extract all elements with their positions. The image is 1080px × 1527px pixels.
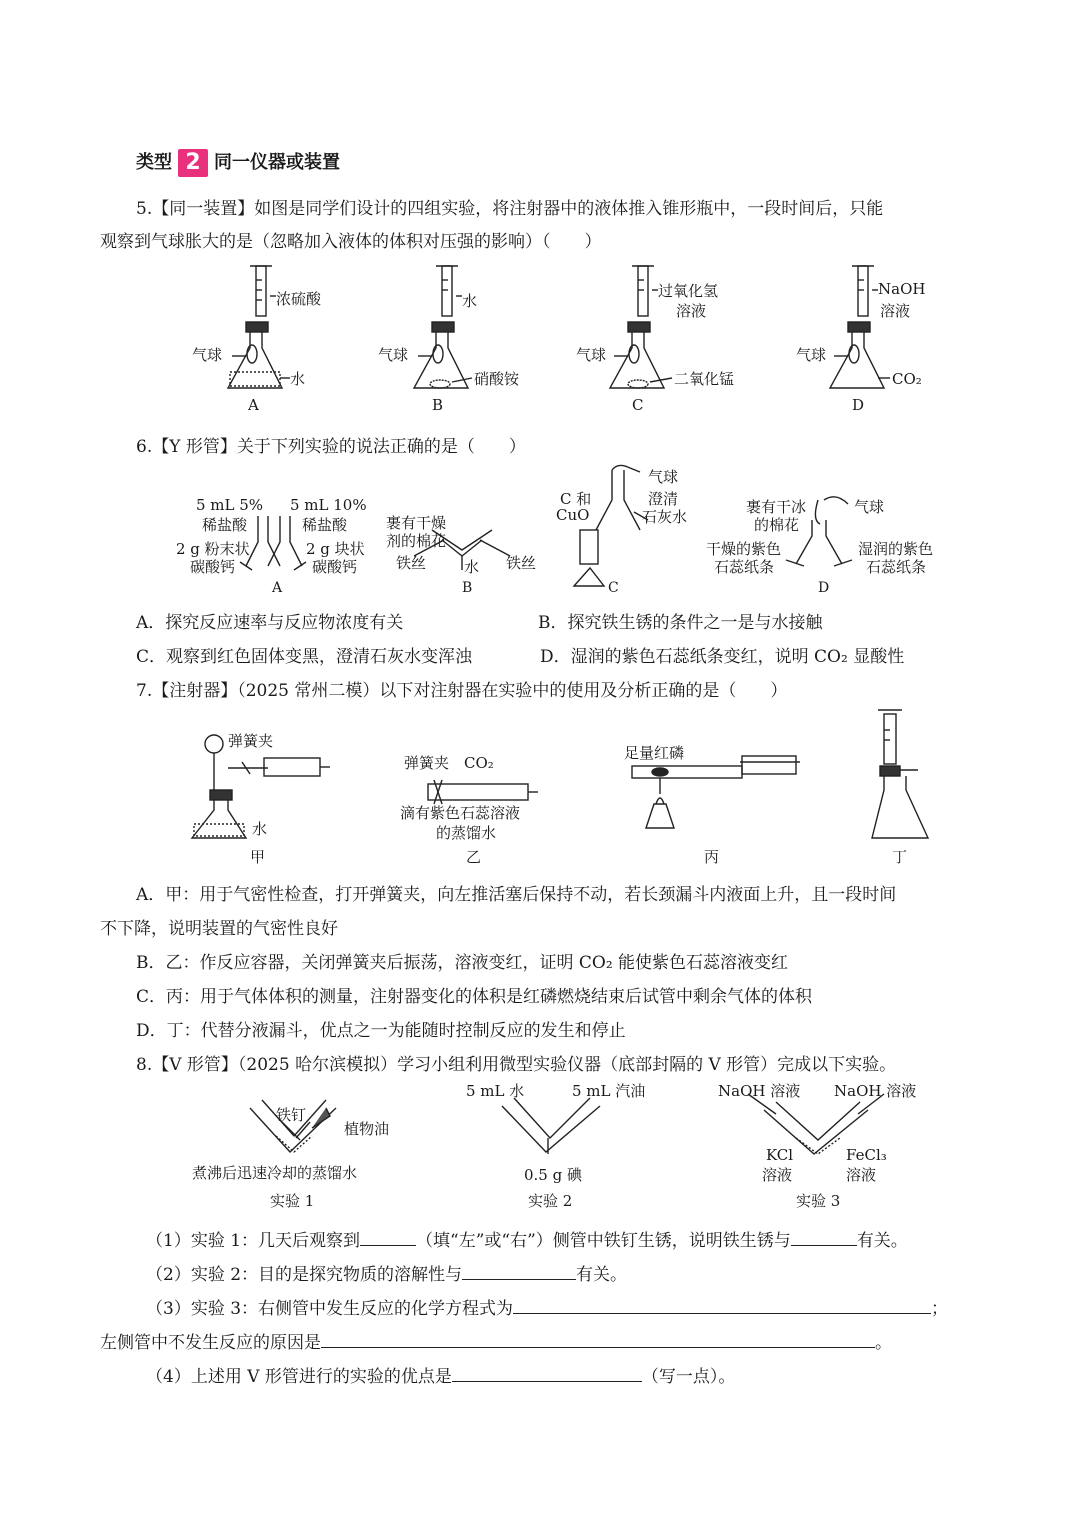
q8-exp3-name: 实验 3 (796, 1192, 841, 1210)
q8-exp2-bottom: 0.5 g 碘 (524, 1166, 582, 1184)
q5-d-letter: D (852, 396, 865, 414)
section-title: 同一仪器或装置 (214, 152, 340, 173)
q6d-letter: D (818, 580, 830, 596)
q6d-t1: 裹有干冰 (746, 498, 807, 516)
q8-sub3 (146, 1294, 948, 1319)
q6a-letter: A (272, 580, 283, 596)
q8-blank-4[interactable] (513, 1297, 931, 1314)
q7-jia-name: 甲 (250, 848, 266, 866)
q6b-letter: B (462, 580, 473, 596)
q7-option-a2: 不下降，说明装置的气密性良好 (100, 919, 338, 939)
q5-b-liquid: 水 (462, 292, 478, 310)
q7-yi-clip: 弹簧夹 (404, 754, 450, 772)
q8-exp2-name: 实验 2 (528, 1192, 573, 1210)
q8-stem: 8.【V 形管】（2025 哈尔滨模拟）学习小组利用微型实验仪器（底部封隔的 V 形管）完成以下实验。 (136, 1055, 897, 1075)
q7-yi-gas: CO₂ (464, 754, 494, 772)
q5-d-liquid2: 溶液 (880, 302, 911, 320)
q5-c-letter: C (632, 396, 644, 414)
q6d-bl1: 干燥的紫色 (706, 540, 782, 558)
q8-sub2 (146, 1260, 627, 1285)
q5-c-balloon: 气球 (576, 346, 607, 364)
q6c-r2: 石灰水 (642, 508, 688, 526)
q6a-r1: 5 mL 10% (290, 496, 367, 514)
q5-c-bottom: 二氧化锰 (674, 370, 735, 388)
q6b-t1: 裹有干燥 (386, 514, 447, 532)
q7-option-c: C．丙：用于气体体积的测量，注射器变化的体积是红磷燃烧结束后试管中剩余气体的体积 (136, 987, 813, 1007)
q6a-l2: 稀盐酸 (202, 516, 248, 534)
q7-jia-water: 水 (252, 820, 268, 838)
q6c-r1: 澄清 (648, 490, 679, 508)
q5-c-liquid2: 溶液 (676, 302, 707, 320)
q5-a-balloon: 气球 (192, 346, 223, 364)
q8-exp3-left: NaOH 溶液 (718, 1082, 801, 1100)
q8-exp1-nail: 铁钉 (276, 1106, 307, 1124)
q6a-br1: 2 g 块状 (306, 540, 365, 558)
q6-option-d: D．湿润的紫色石蕊纸条变红，说明 CO₂ 显酸性 (540, 647, 905, 667)
q6b-t2: 剂的棉花 (386, 532, 447, 550)
q8-sub1 (146, 1226, 908, 1251)
q7-ding-name: 丁 (892, 848, 908, 866)
q8-sub3-b: ； (931, 1299, 949, 1319)
q8-sub3-d: 。 (875, 1333, 892, 1353)
q8-blank-2[interactable] (791, 1229, 857, 1246)
q8-blank-1[interactable] (360, 1229, 416, 1246)
q6a-bl1: 2 g 粉末状 (176, 540, 250, 558)
q7-yi-l2: 的蒸馏水 (436, 824, 497, 842)
q8-sub2-a: （2）实验 2：目的是探究物质的溶解性与 (146, 1265, 463, 1285)
q8-blank-5[interactable] (321, 1331, 875, 1348)
q6b-left: 铁丝 (396, 554, 427, 572)
q7-yi-name: 乙 (466, 848, 482, 866)
q8-exp3-bl1: KCl (766, 1146, 794, 1164)
q6c-balloon: 气球 (648, 468, 679, 486)
q8-sub3-line2 (100, 1328, 892, 1353)
section-badge: 2 (178, 149, 208, 177)
q8-sub1-a: （1）实验 1：几天后观察到 (146, 1231, 361, 1251)
q7-bing-name: 丙 (704, 848, 720, 866)
q8-sub2-b: 有关。 (576, 1265, 628, 1285)
q5-c-liquid1: 过氧化氢 (658, 282, 719, 300)
q7-option-a1: A．甲：用于气密性检查，打开弹簧夹，向左推活塞后保持不动，若长颈漏斗内液面上升，且一段时间 (136, 885, 897, 905)
q6-option-c: C．观察到红色固体变黑，澄清石灰水变浑浊 (136, 647, 473, 667)
q8-exp3-br1: FeCl₃ (846, 1146, 887, 1164)
q6d-balloon: 气球 (854, 498, 885, 516)
q6-stem: 6.【Y 形管】关于下列实验的说法正确的是（ ） (136, 437, 526, 457)
q6-option-a: A．探究反应速率与反应物浓度有关 (136, 613, 404, 633)
q8-sub1-c: 有关。 (856, 1231, 908, 1251)
q7-jia-clip: 弹簧夹 (228, 732, 274, 750)
q5-d-balloon: 气球 (796, 346, 827, 364)
q5-b-letter: B (432, 396, 444, 414)
q8-sub4-a: （4）上述用 V 形管进行的实验的优点是 (146, 1367, 452, 1387)
q8-exp3-br2: 溶液 (846, 1166, 877, 1184)
q8-exp1-water: 煮沸后迅速冷却的蒸馏水 (192, 1164, 358, 1182)
q5-b-bottom: 硝酸铵 (474, 370, 520, 388)
q8-exp2-right: 5 mL 汽油 (572, 1082, 646, 1100)
q6d-bl2: 石蕊纸条 (714, 558, 775, 576)
q8-sub3-c: 左侧管中不发生反应的原因是 (100, 1333, 321, 1353)
q8-exp3-bl2: 溶液 (762, 1166, 793, 1184)
q6d-t2: 的棉花 (754, 516, 800, 534)
section-prefix: 类型 (136, 152, 172, 173)
q5-a-bottom: 水 (290, 370, 306, 388)
q6b-right: 铁丝 (506, 554, 537, 572)
q8-exp1-name: 实验 1 (270, 1192, 315, 1210)
q5-d-bottom: CO₂ (892, 370, 922, 388)
q5-line2: 观察到气球胀大的是（忽略加入液体的体积对压强的影响）（ ） (100, 232, 602, 252)
q6-figures (0, 460, 1080, 600)
q8-sub4 (146, 1362, 735, 1387)
q6d-br1: 湿润的紫色 (858, 540, 934, 558)
q8-sub4-b: （写一点）。 (641, 1367, 736, 1387)
q5-d-liquid1: NaOH (878, 280, 926, 298)
q5-b-balloon: 气球 (378, 346, 409, 364)
q8-sub3-a: （3）实验 3：右侧管中发生反应的化学方程式为 (146, 1299, 514, 1319)
q6b-mid: 水 (464, 558, 480, 576)
q7-bing-label: 足量红磷 (624, 744, 685, 762)
q8-exp2-left: 5 mL 水 (466, 1082, 525, 1100)
q6a-bl2: 碳酸钙 (190, 558, 236, 576)
q7-option-b: B．乙：作反应容器，关闭弹簧夹后振荡，溶液变红，证明 CO₂ 能使紫色石蕊溶液变红 (136, 953, 789, 973)
q8-blank-3[interactable] (462, 1263, 576, 1280)
q8-exp1-oil: 植物油 (344, 1120, 390, 1138)
section-heading (136, 148, 340, 177)
q6-option-b: B．探究铁生锈的条件之一是与水接触 (538, 613, 823, 633)
q6a-br2: 碳酸钙 (312, 558, 358, 576)
q6c-letter: C (608, 580, 619, 596)
q5-line1: 5.【同一装置】如图是同学们设计的四组实验，将注射器中的液体推入锥形瓶中，一段时间后，只能 (136, 199, 884, 219)
q5-a-letter: A (248, 396, 259, 414)
q7-yi-l1: 滴有紫色石蕊溶液 (400, 804, 521, 822)
q8-blank-6[interactable] (452, 1365, 642, 1382)
q6a-l1: 5 mL 5% (196, 496, 264, 514)
q6a-r2: 稀盐酸 (302, 516, 348, 534)
q8-exp3-right: NaOH 溶液 (834, 1082, 917, 1100)
q6c-l2: CuO (556, 506, 590, 524)
q7-figures (0, 700, 1080, 850)
q7-option-d: D．丁：代替分液漏斗，优点之一为能随时控制反应的发生和停止 (136, 1021, 626, 1041)
q5-fig-a (228, 266, 290, 388)
q8-sub1-b: （填“左”或“右”）侧管中铁钉生锈，说明铁生锈与 (416, 1231, 791, 1251)
q6c-l1: C 和 (560, 490, 592, 508)
q7-stem: 7.【注射器】（2025 常州二模）以下对注射器在实验中的使用及分析正确的是（ ） (136, 681, 788, 701)
q5-a-liquid: 浓硫酸 (276, 290, 322, 308)
q6d-br2: 石蕊纸条 (866, 558, 927, 576)
